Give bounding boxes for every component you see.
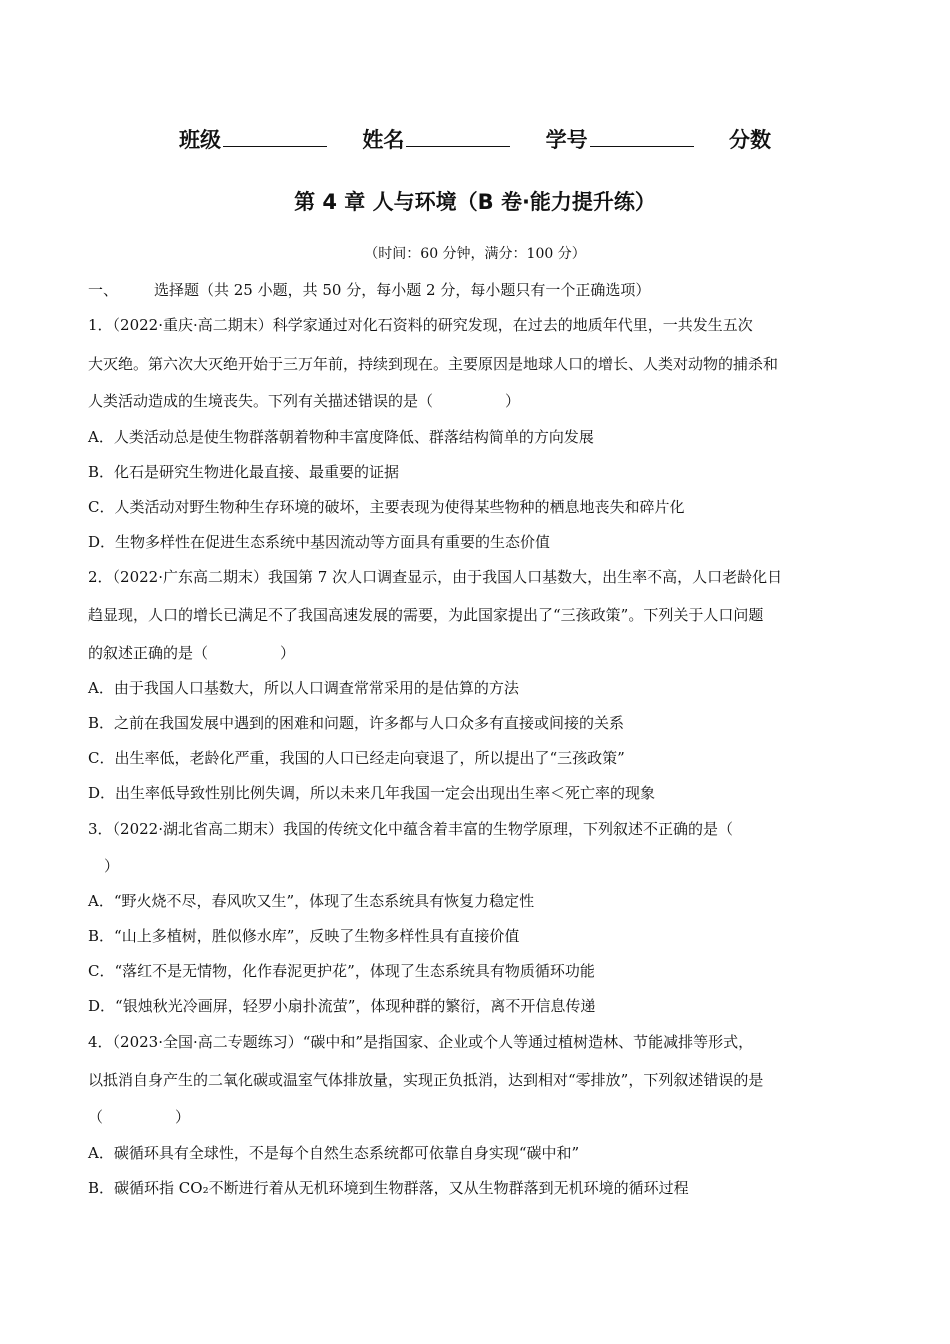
page-title: 第 4 章 人与环境（B 卷·能力提升练） bbox=[294, 190, 656, 214]
question-3-option-d: D．“银烛秋光冷画屏，轻罗小扇扑流萤”，体现种群的繁衍，离不开信息传递 bbox=[88, 997, 596, 1015]
question-2-option-b: B．之前在我国发展中遇到的困难和问题，许多都与人口众多有直接或间接的关系 bbox=[88, 714, 625, 732]
score-label: 分数 bbox=[728, 128, 771, 152]
question-4-stem-text: （ bbox=[88, 1108, 104, 1126]
class-field bbox=[179, 124, 327, 154]
question-1-option-b: B．化石是研究生物进化最直接、最重要的证据 bbox=[88, 463, 400, 481]
question-3-option-a: A．“野火烧不尽，春风吹又生”，体现了生态系统具有恢复力稳定性 bbox=[88, 892, 535, 910]
question-4-close-paren: ） bbox=[175, 1108, 191, 1126]
student-info-header bbox=[0, 124, 950, 154]
question-2-option-d: D．出生率低导致性别比例失调，所以未来几年我国一定会出现出生率＜死亡率的现象 bbox=[88, 784, 656, 802]
section-heading bbox=[88, 280, 650, 300]
exam-subtitle: （时间：60 分钟，满分：100 分） bbox=[364, 246, 586, 262]
question-1-stem-text: 人类活动造成的生境丧失。下列有关描述错误的是（ bbox=[88, 392, 434, 410]
question-4-stem-line: 以抵消自身产生的二氧化碳或温室气体排放量，实现正负抵消，达到相对“零排放”，下列叙述错误的是 bbox=[88, 1071, 764, 1089]
question-2-stem-line: 2．（2022·广东高二期末）我国第 7 次人口调查显示，由于我国人口基数大，出生率不高，人口老龄化日 bbox=[88, 568, 783, 586]
question-2-stem-line: 趋显现，人口的增长已满足不了我国高速发展的需要，为此国家提出了“三孩政策”。下列关于人口问题 bbox=[88, 606, 764, 624]
question-3-option-b: B．“山上多植树，胜似修水库”，反映了生物多样性具有直接价值 bbox=[88, 927, 520, 945]
question-4-option-b: B．碳循环指 CO₂不断进行着从无机环境到生物群落，又从生物群落到无机环境的循环过程 bbox=[88, 1179, 689, 1197]
name-label: 姓名 bbox=[362, 128, 405, 152]
section-number: 一、 bbox=[88, 281, 119, 299]
question-4-stem-line bbox=[88, 1107, 190, 1127]
question-3-close-paren: ） bbox=[104, 857, 120, 875]
question-1-option-d: D．生物多样性在促进生态系统中基因流动等方面具有重要的生态价值 bbox=[88, 533, 551, 551]
id-label: 学号 bbox=[545, 128, 588, 152]
question-2-stem-line bbox=[88, 643, 295, 663]
name-blank[interactable] bbox=[406, 126, 510, 147]
question-2-stem-text: 的叙述正确的是（ bbox=[88, 644, 209, 662]
question-3-option-c: C．“落红不是无情物，化作春泥更护花”，体现了生态系统具有物质循环功能 bbox=[88, 962, 595, 980]
question-1-option-c: C．人类活动对野生物种生存环境的破坏，主要表现为使得某些物种的栖息地丧失和碎片化 bbox=[88, 498, 685, 516]
score-field bbox=[729, 124, 771, 154]
id-blank[interactable] bbox=[590, 126, 694, 147]
question-1-stem-line: 1．（2022·重庆·高二期末）科学家通过对化石资料的研究发现，在过去的地质年代里，一共发生五次 bbox=[88, 316, 753, 334]
question-1-stem-line: 大灭绝。第六次大灭绝开始于三万年前，持续到现在。主要原因是地球人口的增长、人类对动物的捕杀和 bbox=[88, 355, 779, 373]
class-label: 班级 bbox=[179, 128, 222, 152]
question-4-option-a: A．碳循环具有全球性，不是每个自然生态系统都可依靠自身实现“碳中和” bbox=[88, 1144, 580, 1162]
name-field bbox=[362, 124, 510, 154]
question-1-stem-line bbox=[88, 391, 520, 411]
question-2-option-a: A．由于我国人口基数大，所以人口调查常常采用的是估算的方法 bbox=[88, 679, 519, 697]
question-2-close-paren: ） bbox=[280, 644, 296, 662]
question-1-close-paren: ） bbox=[505, 392, 521, 410]
question-2-option-c: C．出生率低，老龄化严重，我国的人口已经走向衰退了，所以提出了“三孩政策” bbox=[88, 749, 625, 767]
question-3-stem-line: 3．（2022·湖北省高二期末）我国的传统文化中蕴含着丰富的生物学原理，下列叙述不正确的是（ bbox=[88, 820, 733, 838]
section-text: 选择题（共 25 小题，共 50 分，每小题 2 分，每小题只有一个正确选项） bbox=[154, 281, 651, 299]
question-4-stem-line: 4．（2023·全国·高二专题练习）“碳中和”是指国家、企业或个人等通过植树造林、节能减排等形式， bbox=[88, 1033, 754, 1051]
id-field bbox=[546, 124, 694, 154]
question-1-option-a: A．人类活动总是使生物群落朝着物种丰富度降低、群落结构简单的方向发展 bbox=[88, 428, 594, 446]
class-blank[interactable] bbox=[223, 126, 327, 147]
